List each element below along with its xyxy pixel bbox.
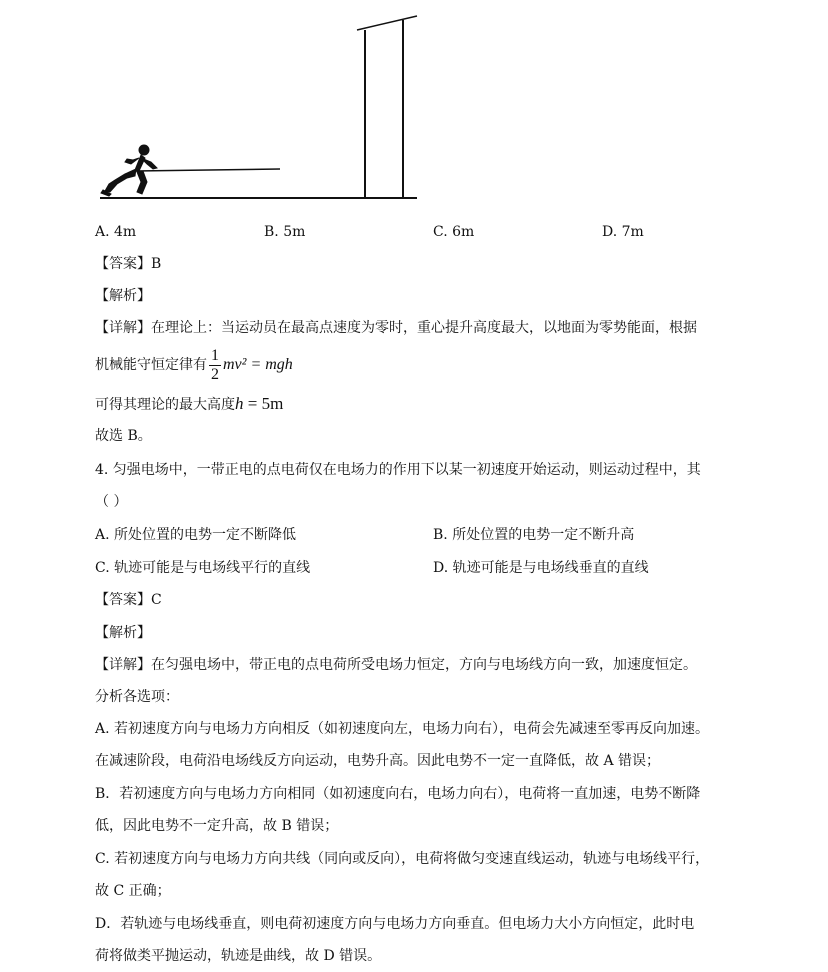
- q3-analysis-label: 【解析】: [95, 288, 151, 304]
- q4-option-a-analysis-2: 在减速阶段，电荷沿电场线反方向运动，电势升高。因此电势不一定一直降低，故 A 错误；: [95, 753, 661, 769]
- q4-option-b-analysis-2: 低，因此电势不一定升高，故 B 错误；: [95, 818, 339, 834]
- q4-stem-line1: 4. 匀强电场中，一带正电的点电荷仅在电场力的作用下以某一初速度开始运动，则运动过程中，其: [95, 462, 701, 478]
- height-variable: h: [235, 394, 244, 413]
- fraction-numerator: 1: [211, 346, 219, 364]
- q3-detail-line3-prefix: 可得其理论的最大高度: [95, 397, 235, 413]
- q3-option-c: C. 6m: [433, 224, 475, 240]
- q4-option-a: A. 所处位置的电势一定不断降低: [95, 527, 297, 543]
- q3-answer: 【答案】B: [95, 256, 162, 272]
- q3-detail-line2-prefix: 机械能守恒定律有: [95, 357, 207, 373]
- q4-option-d-analysis-1: D．若轨迹与电场线垂直，则电荷初速度方向与电场力方向垂直。但电场力大小方向恒定，此时电: [95, 916, 695, 932]
- q4-option-d: D. 轨迹可能是与电场线垂直的直线: [433, 560, 649, 576]
- q3-option-b: B. 5m: [264, 224, 306, 240]
- q4-option-c-analysis-1: C. 若初速度方向与电场力方向共线（同向或反向），电荷将做匀变速直线运动，轨迹与电场线平行，: [95, 851, 710, 867]
- q3-conclusion: 故选 B。: [95, 428, 152, 444]
- pole-vault-figure: [95, 8, 425, 208]
- crossbar: [357, 16, 417, 30]
- fraction-denominator: 2: [211, 365, 219, 383]
- q4-option-b-analysis-1: B．若初速度方向与电场力方向相同（如初速度向右，电场力向右），电荷将一直加速，电势不断降: [95, 786, 701, 802]
- q3-option-a: A. 4m: [95, 224, 137, 240]
- q4-option-d-analysis-2: 荷将做类平抛运动，轨迹是曲线，故 D 错误。: [95, 948, 382, 964]
- q4-option-a-analysis-1: A. 若初速度方向与电场力方向相反（如初速度向左，电场力向右），电荷会先减速至零再反向加速。: [95, 721, 710, 737]
- q3-detail-line3: [95, 394, 283, 415]
- q4-option-c: C. 轨迹可能是与电场线平行的直线: [95, 560, 311, 576]
- q4-analyze-options: 分析各选项：: [95, 689, 179, 705]
- energy-formula: mv² = mgh: [223, 356, 293, 373]
- q3-detail-line1: 【详解】在理论上：当运动员在最高点速度为零时，重心提升高度最大，以地面为零势能面，根据: [95, 320, 697, 336]
- q4-answer: 【答案】C: [95, 592, 162, 608]
- q4-detail: 【详解】在匀强电场中，带正电的点电荷所受电场力恒定，方向与电场线方向一致，加速度恒定。: [95, 657, 697, 673]
- q4-option-b: B. 所处位置的电势一定不断升高: [433, 527, 635, 543]
- height-expression: [235, 394, 283, 413]
- one-half-fraction: [209, 347, 221, 384]
- vault-pole: [135, 169, 280, 171]
- q4-analysis-label: 【解析】: [95, 625, 151, 641]
- q4-stem-line2: （ ）: [95, 494, 128, 510]
- height-value: = 5m: [243, 394, 284, 413]
- q4-option-c-analysis-2: 故 C 正确；: [95, 883, 171, 899]
- q3-detail-line2: [95, 346, 293, 384]
- q3-option-d: D. 7m: [602, 224, 644, 240]
